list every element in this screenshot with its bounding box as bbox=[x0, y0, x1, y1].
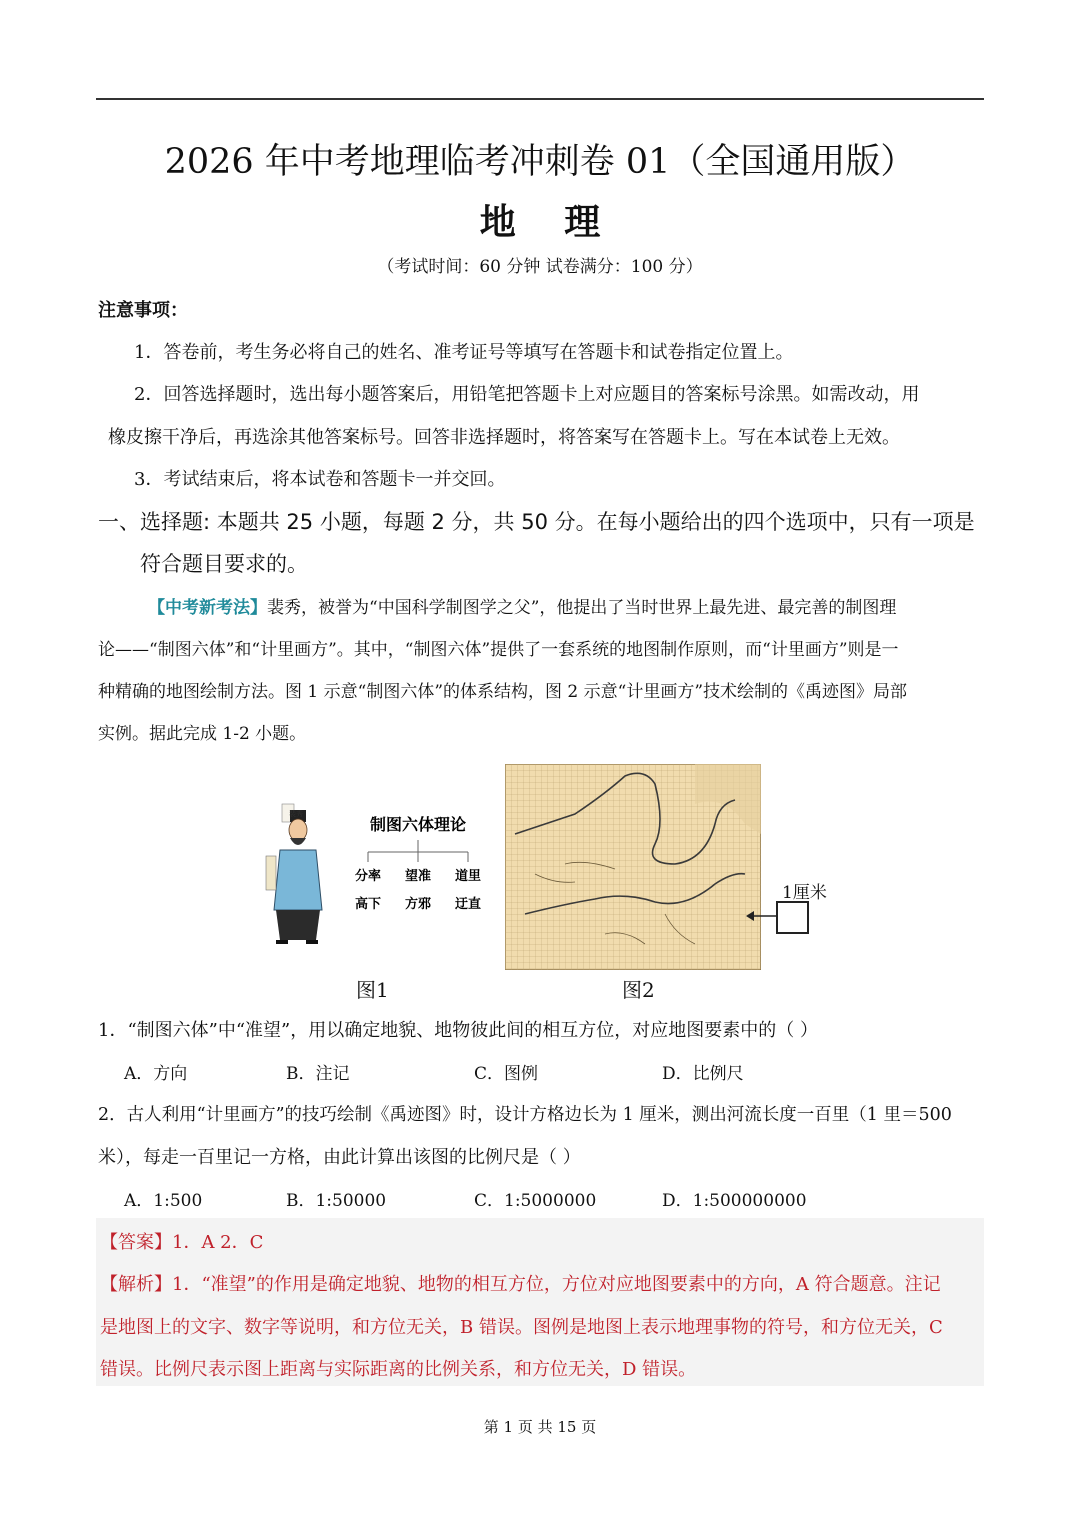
theory-item: 道里 bbox=[454, 869, 482, 884]
exam-title: 2026 年中考地理临考冲刺卷 01（全国通用版） bbox=[164, 142, 916, 182]
theory-item: 方邪 bbox=[404, 897, 432, 912]
notice-line-2: 2．回答选择题时，选出每小题答案后，用铅笔把答题卡上对应题目的答案标号涂黑。如需改动，用 bbox=[134, 384, 920, 405]
question-2-option-a: A．1:500 bbox=[124, 1191, 203, 1211]
pei-xiu-figure bbox=[266, 804, 322, 944]
intro-line-3: 种精确的地图绘制方法。图 1 示意“制图六体”的体系结构，图 2 示意“计里画方”技术绘制的《禹迹图》局部 bbox=[98, 682, 908, 702]
question-2-option-c: C．1:5000000 bbox=[474, 1191, 597, 1211]
figure-2-map bbox=[505, 764, 761, 970]
notice-line-1: 1．答卷前，考生务必将自己的姓名、准考证号等填写在答题卡和试卷指定位置上。 bbox=[134, 342, 794, 363]
scale-square bbox=[776, 901, 809, 934]
page-number: 第 1 页 共 15 页 bbox=[483, 1418, 597, 1436]
analysis-line-3: 错误。比例尺表示图上距离与实际距离的比例关系，和方位无关，D 错误。 bbox=[100, 1359, 697, 1380]
intro-line-4: 实例。据此完成 1-2 小题。 bbox=[98, 724, 307, 744]
figure-1-caption: 图1 bbox=[356, 978, 389, 1002]
figure-2-caption: 图2 bbox=[622, 978, 655, 1002]
analysis-line-2: 是地图上的文字、数字等说明，和方位无关，B 错误。图例是地图上表示地理事物的符号，和方位无关，C bbox=[100, 1317, 943, 1338]
intro-line-1-text: 裴秀，被誉为“中国科学制图学之父”，他提出了当时世界上最先进、最完善的制图理 bbox=[267, 598, 897, 618]
name-tag: 裴秀 bbox=[289, 810, 303, 818]
top-rule bbox=[96, 98, 984, 100]
exam-info: （考试时间：60 分钟 试卷满分：100 分） bbox=[377, 257, 703, 277]
intro-line-1 bbox=[148, 593, 896, 618]
question-1-option-a: A．方向 bbox=[124, 1064, 188, 1084]
notice-line-3: 橡皮擦干净后，再选涂其他答案标号。回答非选择题时，将答案写在答题卡上。写在本试卷上无效。 bbox=[108, 427, 900, 448]
question-1-option-d: D．比例尺 bbox=[662, 1064, 744, 1084]
question-2-stem-line-1: 2．古人利用“计里画方”的技巧绘制《禹迹图》时，设计方格边长为 1 厘米，测出河流长度一百里（1 里＝500 bbox=[98, 1105, 952, 1125]
question-2-option-d: D．1:500000000 bbox=[662, 1191, 807, 1211]
theory-title: 制图六体理论 bbox=[369, 815, 467, 834]
figure-1-diagram bbox=[262, 800, 494, 950]
intro-line-2: 论——“制图六体”和“计里画方”。其中，“制图六体”提供了一套系统的地图制作原则，而“计里画方”则是一 bbox=[98, 640, 899, 660]
answer-line: 【答案】1．A 2．C bbox=[100, 1232, 264, 1253]
theory-item: 分率 bbox=[354, 869, 382, 884]
theory-item: 迂直 bbox=[454, 897, 482, 912]
theory-item: 高下 bbox=[354, 897, 382, 912]
subject-title: 地 理 bbox=[479, 202, 619, 243]
question-1-option-c: C．图例 bbox=[474, 1064, 539, 1084]
section-title-line-2: 符合题目要求的。 bbox=[140, 552, 308, 576]
notice-line-4: 3．考试结束后，将本试卷和答题卡一并交回。 bbox=[134, 469, 506, 490]
scale-label: 1厘米 bbox=[782, 883, 827, 903]
question-2-option-b: B．1:50000 bbox=[286, 1191, 387, 1211]
theory-item: 望准 bbox=[404, 869, 432, 884]
intro-tag: 【中考新考法】 bbox=[148, 598, 267, 618]
question-1-stem: 1．“制图六体”中“准望”，用以确定地貌、地物彼此间的相互方位，对应地图要素中的（ ） bbox=[98, 1020, 818, 1041]
question-2-stem-line-2: 米），每走一百里记一方格，由此计算出该图的比例尺是（ ） bbox=[98, 1147, 581, 1168]
section-title-line-1: 一、选择题: 本题共 25 小题，每题 2 分，共 50 分。在每小题给出的四个选项中，只有一项是 bbox=[98, 510, 975, 534]
question-1-option-b: B．注记 bbox=[286, 1064, 350, 1084]
arrow-icon bbox=[746, 908, 778, 924]
analysis-line-1: 【解析】1．“准望”的作用是确定地貌、地物的相互方位，方位对应地图要素中的方向，A 符合题意。注记 bbox=[100, 1274, 941, 1295]
notice-title: 注意事项： bbox=[98, 300, 188, 321]
